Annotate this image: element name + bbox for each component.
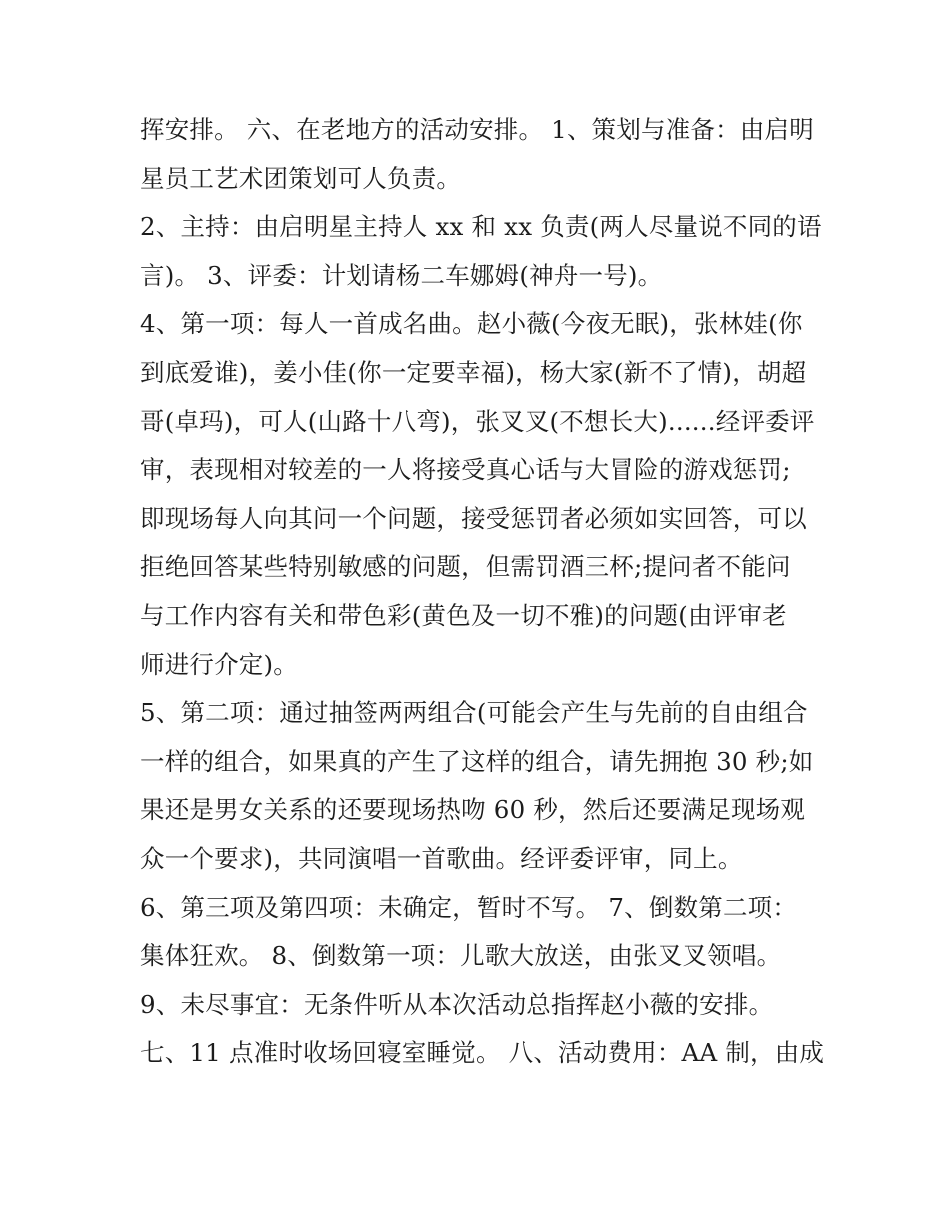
text-line: 众一个要求)，共同演唱一首歌曲。经评委评审，同上。 xyxy=(140,843,743,873)
text-line: 集体狂欢。 8、倒数第一项：儿歌大放送，由张叉叉领唱。 xyxy=(140,941,782,971)
text-line: 审，表现相对较差的一人将接受真心话与大冒险的游戏惩罚; xyxy=(140,455,791,485)
document-body xyxy=(140,106,840,1078)
text-line: 星员工艺术团策划可人负责。 xyxy=(140,163,462,193)
text-line: 与工作内容有关和带色彩(黄色及一切不雅)的问题(由评审老 xyxy=(140,600,787,630)
text-line: 果还是男女关系的还要现场热吻 60 秒，然后还要满足现场观 xyxy=(140,795,806,825)
text-line: 一样的组合，如果真的产生了这样的组合，请先拥抱 30 秒;如 xyxy=(140,746,814,776)
text-line: 9、未尽事宜：无条件听从本次活动总指挥赵小薇的安排。 xyxy=(140,989,774,1019)
text-line: 挥安排。 六、在老地方的活动安排。 1、策划与准备：由启明 xyxy=(140,115,814,144)
text-line: 4、第一项：每人一首成名曲。赵小薇(今夜无眠)，张林娃(你 xyxy=(140,309,803,339)
text-line: 拒绝回答某些特别敏感的问题，但需罚酒三杯;提问者不能问 xyxy=(140,552,791,582)
text-line: 2、主持：由启明星主持人 xx 和 xx 负责(两人尽量说不同的语 xyxy=(140,212,822,242)
text-line: 即现场每人向其问一个问题，接受惩罚者必须如实回答，可以 xyxy=(140,503,807,533)
text-line: 七、11 点准时收场回寝室睡觉。 八、活动费用：AA 制，由成 xyxy=(140,1038,825,1068)
text-line: 到底爱谁)，姜小佳(你一定要幸福)，杨大家(新不了情)，胡超 xyxy=(140,357,807,387)
text-line: 言)。 3、评委：计划请杨二车娜姆(神舟一号)。 xyxy=(140,260,663,290)
text-line: 6、第三项及第四项：未确定，暂时不写。 7、倒数第二项： xyxy=(140,892,798,922)
text-line: 哥(卓玛)，可人(山路十八弯)，张叉叉(不想长大)......经评委评 xyxy=(140,406,815,436)
text-line: 师进行介定)。 xyxy=(140,649,298,679)
text-line: 5、第二项：通过抽签两两组合(可能会产生与先前的自由组合 xyxy=(140,698,808,728)
